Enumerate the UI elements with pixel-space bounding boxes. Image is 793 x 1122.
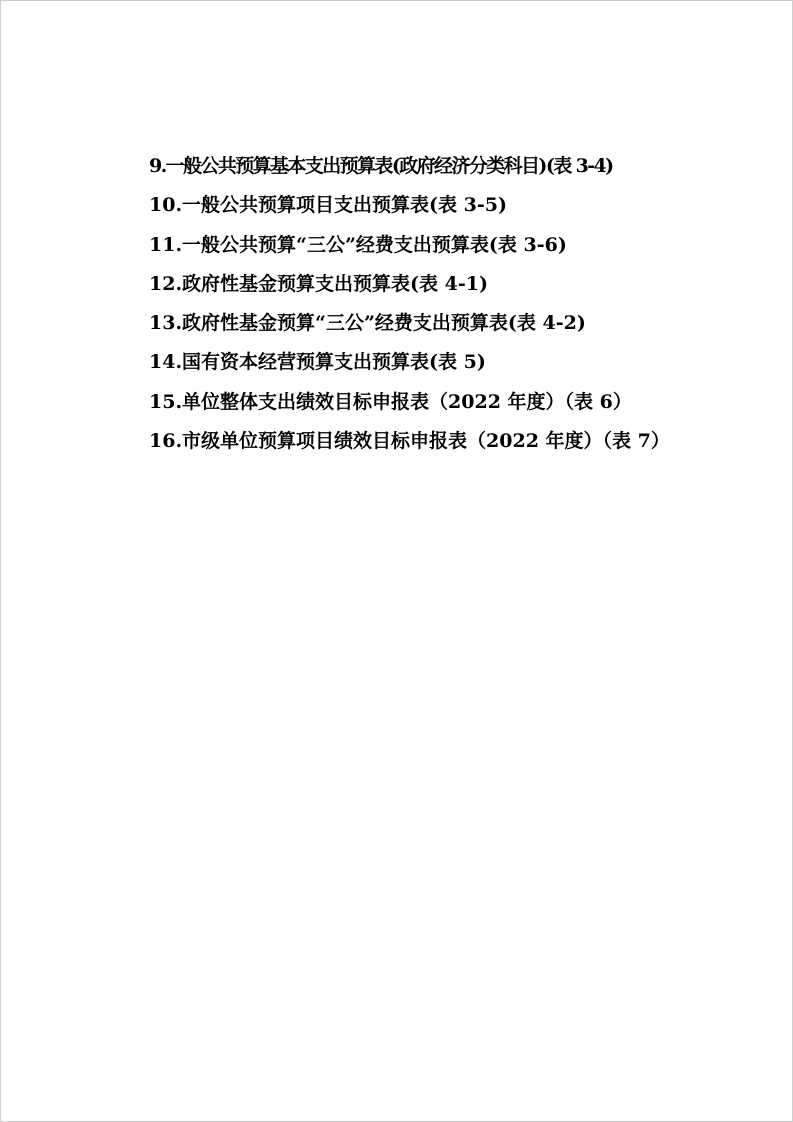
toc-item-9: 9.一般公共预算基本支出预算表(政府经济分类科目)(表 3-4) [149, 155, 613, 177]
toc-item-13: 13.政府性基金预算“三公”经费支出预算表(表 4-2) [149, 312, 586, 335]
toc-item-11: 11.一般公共预算“三公”经费支出预算表(表 3-6) [149, 233, 567, 256]
toc-item-12: 12.政府性基金预算支出预算表(表 4-1) [149, 272, 488, 295]
toc-item-14: 14.国有资本经营预算支出预算表(表 5) [149, 351, 486, 374]
toc-item-10: 10.一般公共预算项目支出预算表(表 3-5) [149, 194, 507, 217]
toc-item-15: 15.单位整体支出绩效目标申报表（2022 年度）（表 6） [149, 390, 632, 413]
table-of-contents [149, 151, 670, 465]
toc-item-16: 16.市级单位预算项目绩效目标申报表（2022 年度）（表 7） [149, 430, 670, 453]
